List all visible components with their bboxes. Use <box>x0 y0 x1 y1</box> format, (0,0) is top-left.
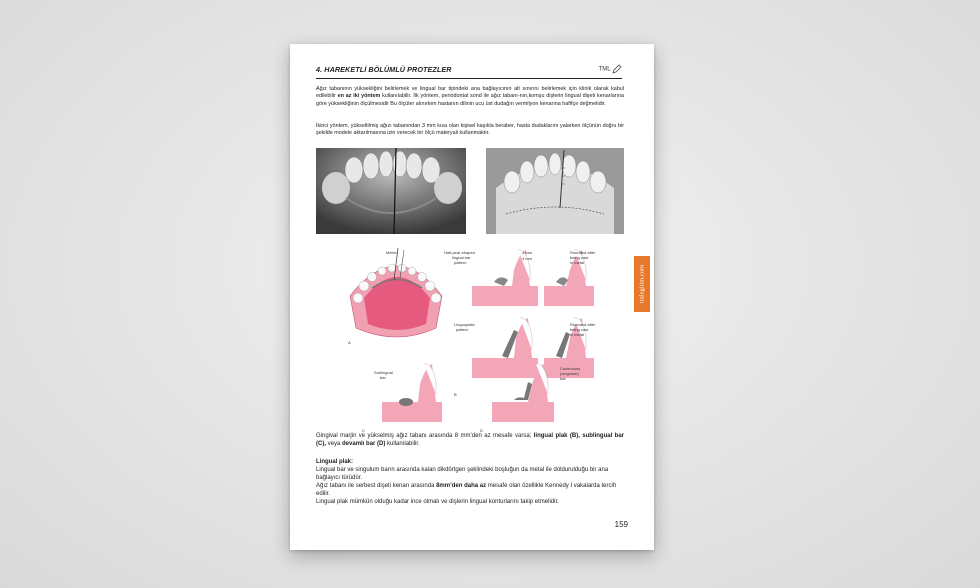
rounded-label-2a: Rounded after <box>570 322 596 327</box>
page-number: 159 <box>614 520 628 529</box>
cross-section-sublingual <box>362 364 442 433</box>
intro-paragraph-2 <box>316 123 624 138</box>
after-fig-pre: Gingival marjin ve yükselmiş ağız tabanı arasında 8 mm’den az mesafe varsa; <box>316 433 534 439</box>
clinical-photo-periodontal-probe <box>316 148 466 234</box>
publisher-logo <box>599 64 622 74</box>
continuous-label-1: Continuous <box>560 366 581 371</box>
lingual-plak-heading: Lingual plak: <box>316 459 354 465</box>
after-figure-paragraph <box>316 432 624 448</box>
half-pear-label-1: Half-pear-shaped <box>444 250 475 255</box>
rounded-label-2b: being cast <box>570 327 589 332</box>
continuous-label-2: (cingulum) <box>560 371 579 376</box>
after-fig-mid: veya <box>326 441 343 447</box>
rounded-label-1c: in metal <box>570 260 585 265</box>
book-page <box>290 44 654 550</box>
lingual-plak-line-2b: mesafe olan özellikle Kennedy I vakalarda tercih edilir. <box>316 483 617 497</box>
intro-text-bold: en az iki yöntem <box>337 93 381 100</box>
intro-text-b: kullanılabilir. İlk yöntem, periodontal sond ile ağız tabanı-nın,komşu dişlerin lingual dişeti kenarlarına göre yüksekliğinin ölçülmesidir Bu ölçüler alınırken hastanın dilinin ucu üst dudağın vermilyon kenarına hafifçe değmelidir. <box>316 93 624 107</box>
label-b: B <box>454 392 457 397</box>
linguoplate-label-2: pattern <box>456 327 469 332</box>
lingual-plak-line-1: Lingual bar ve singulum barın arasında kalan dikdörtgen şeklindeki boşluğun da metal ile doldurulduğu bir ana bağlayıcı türüdür. <box>316 467 609 481</box>
arch-illustration-a <box>348 248 442 345</box>
sublingual-label-2: bar <box>380 375 386 380</box>
after-fig-post: kullanılabilir. <box>385 441 420 447</box>
lingual-plak-line-2-bold: 8mm’den daha az <box>436 483 487 489</box>
continuous-label-3: bar <box>560 376 566 381</box>
label-d: D <box>480 428 483 433</box>
rounded-label-2c: in metal <box>570 332 585 337</box>
metric-label: Metric <box>386 250 397 255</box>
linguoplate-label-1: Linguoplate <box>454 322 475 327</box>
label-a: A <box>348 340 351 345</box>
chapter-title: 4. HAREKETLİ BÖLÜMLÜ PROTEZLER <box>316 65 452 74</box>
side-tab-text: tmlegitim.com <box>638 264 646 304</box>
rounded-label-1a: Rounded after <box>570 250 596 255</box>
four-mm-label-2: 4 mm <box>522 256 532 261</box>
after-fig-bold-1: lingual plak (B), sublingual bar (C), <box>316 433 624 447</box>
side-tab <box>634 256 650 312</box>
intro-text-c: İkinci yöntem, yükseltilmiş ağızı tabanından 3 mm kısa olan kişisel kaşıkla beraber, hasta dudaklarını yalarken ölçünün doğru bir şekilde modele aktarılmasına izin verecek bir ölçü materyali kullanmaktır. <box>316 123 624 137</box>
connector-diagram-lower <box>342 362 602 438</box>
intro-paragraph-1 <box>316 86 624 108</box>
page-header <box>316 64 622 79</box>
sublingual-label-1: Sublingual <box>374 370 393 375</box>
label-c: C <box>362 428 365 433</box>
pen-icon <box>612 64 622 74</box>
half-pear-label-3: pattern <box>454 260 467 265</box>
after-fig-bold-2: devamlı bar (D) <box>342 441 386 447</box>
intro-text-a: Ağız tabanının yüksekliğini belirlemek ve lingual bar tipindeki ana bağlayıcının alt sınırını belirlemek için klinik olarak kabul edilebilir <box>316 86 624 100</box>
four-mm-label-1: 4 mm <box>522 250 532 255</box>
lingual-plak-line-2a: Ağız tabanı ile serbest dişeti kenarı arasında <box>316 483 437 489</box>
cast-model-photo <box>486 148 624 234</box>
cross-section-continuous-bar <box>480 364 580 433</box>
lingual-plak-line-3: Lingual plak mümkün olduğu kadar ince olmalı ve dişlerin lingual konturlarını takip etmelidir. <box>316 499 559 505</box>
rounded-label-1b: being cast <box>570 255 589 260</box>
logo-text: TML <box>598 66 611 73</box>
half-pear-label-2: lingual bar <box>452 255 471 260</box>
lingual-plak-section <box>316 458 624 506</box>
